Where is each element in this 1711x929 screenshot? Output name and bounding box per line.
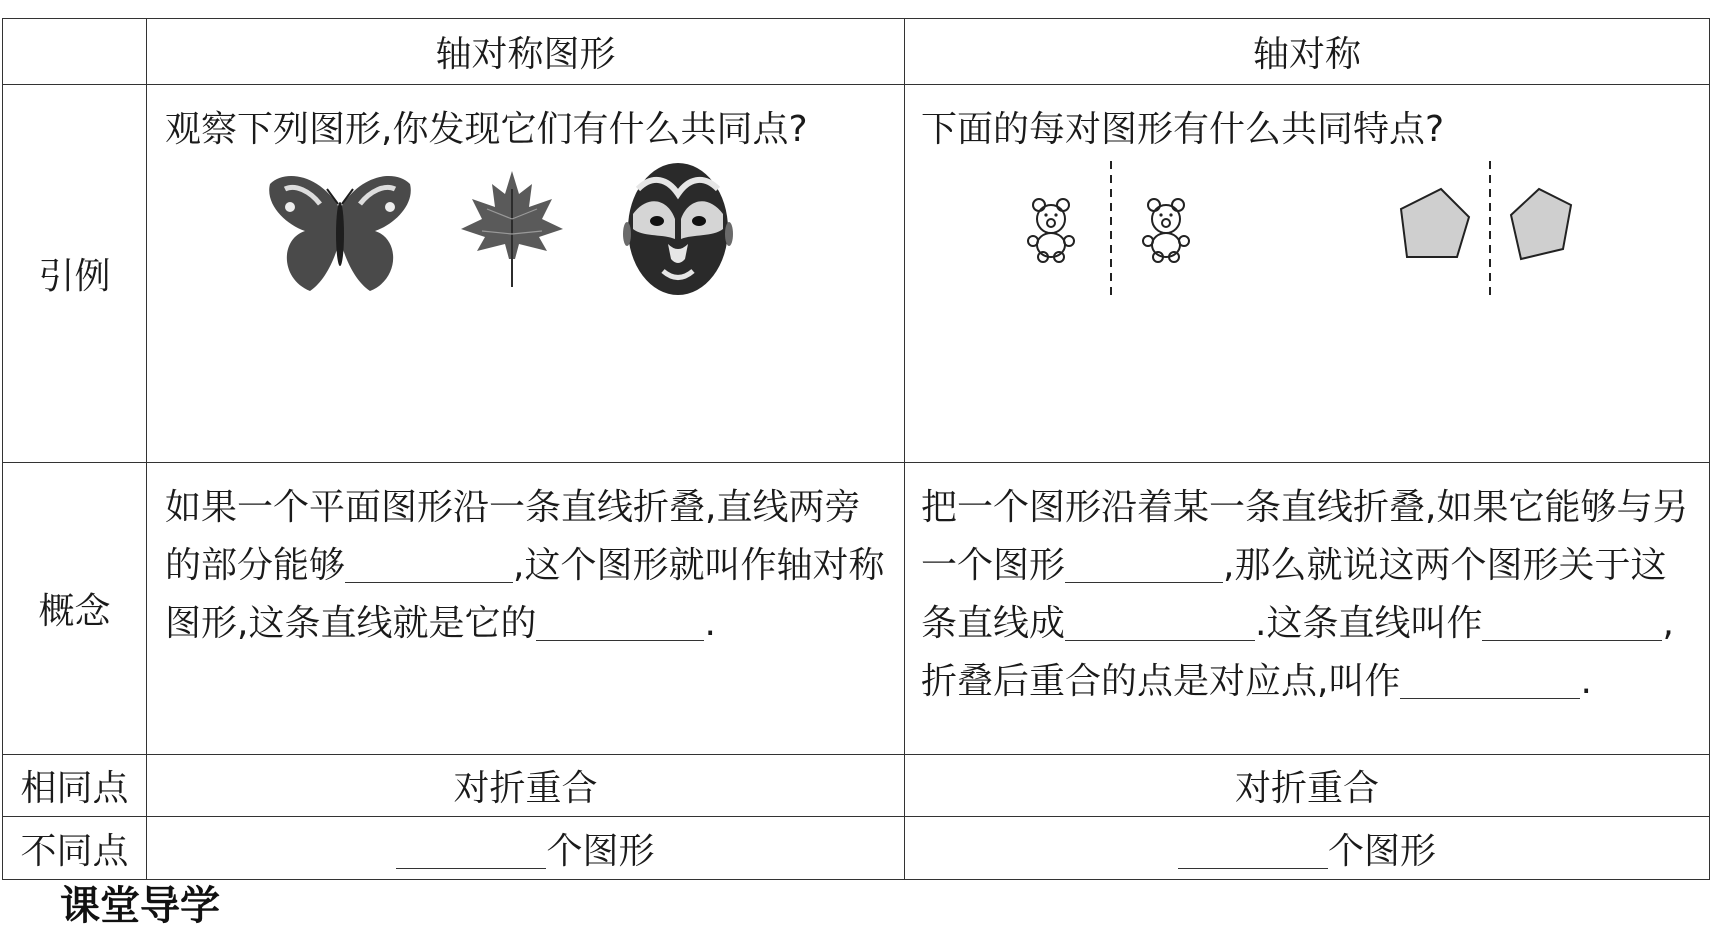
- example-left-question: 观察下列图形,你发现它们有什么共同点?: [165, 108, 808, 150]
- concept-right-blank-2[interactable]: [1065, 600, 1255, 641]
- concept-row: [3, 462, 1710, 754]
- concept-left-text-1: 如果一个平面图形沿一条直线折叠,直线两旁的部分能够: [165, 486, 861, 586]
- concept-left-cell: [147, 462, 905, 754]
- concept-right-text-4: ,折叠后重合的点是对应点,叫作: [921, 602, 1674, 702]
- same-right: 对折重合: [905, 754, 1710, 817]
- header-row: [3, 19, 1710, 85]
- concept-right-text-3: .这条直线叫作: [1255, 602, 1483, 644]
- example-right-pictures: [921, 159, 1699, 459]
- concept-right-cell: [905, 462, 1710, 754]
- next-section-heading: [60, 883, 280, 929]
- example-left-cell: [147, 84, 905, 462]
- diff-left-blank[interactable]: [396, 828, 546, 869]
- maple-leaf-icon: [457, 169, 567, 289]
- same-left: 对折重合: [147, 754, 905, 817]
- comparison-table: [2, 18, 1710, 880]
- row-label-diff: 不同点: [3, 817, 147, 880]
- concept-right-text-2: ,那么就说这两个图形关于这条直线成: [921, 544, 1667, 644]
- header-corner: [3, 19, 147, 85]
- row-label-same: 相同点: [3, 754, 147, 817]
- row-label-concept: 概念: [3, 462, 147, 754]
- diff-left-text: 个图形: [546, 830, 655, 872]
- next-section-heading-text: 课堂导学: [60, 883, 220, 929]
- concept-right-blank-4[interactable]: [1400, 658, 1580, 699]
- pentagon-icon: [1391, 159, 1591, 299]
- concept-right-text-5: .: [1580, 660, 1592, 702]
- diff-row: [3, 817, 1710, 880]
- concept-right-blank-3[interactable]: [1482, 600, 1662, 641]
- diff-right-blank[interactable]: [1178, 828, 1328, 869]
- teddy-bear-icon: [1021, 159, 1221, 299]
- diff-left-cell: [147, 817, 905, 880]
- row-label-example: 引例: [3, 84, 147, 462]
- example-left-pictures: [165, 159, 890, 459]
- example-right-cell: [905, 84, 1710, 462]
- concept-right-text-1: 把一个图形沿着某一条直线折叠,如果它能够与另一个图形: [921, 486, 1689, 586]
- concept-left-blank-1[interactable]: [345, 542, 513, 583]
- example-right-question: 下面的每对图形有什么共同特点?: [921, 108, 1445, 150]
- header-axisymmetric-figure: 轴对称图形: [147, 19, 905, 85]
- concept-right-blank-1[interactable]: [1065, 542, 1223, 583]
- concept-left-text-2: ,这个图形就叫作轴对称图形,这条直线就是它的: [165, 544, 885, 644]
- concept-left-text-3: .: [704, 602, 716, 644]
- concept-left-blank-2[interactable]: [536, 600, 704, 641]
- opera-mask-icon: [623, 159, 733, 299]
- diff-right-cell: [905, 817, 1710, 880]
- same-row: [3, 754, 1710, 817]
- header-axial-symmetry: 轴对称: [905, 19, 1710, 85]
- diff-right-text: 个图形: [1327, 830, 1436, 872]
- example-row: [3, 84, 1710, 462]
- butterfly-icon: [265, 169, 415, 299]
